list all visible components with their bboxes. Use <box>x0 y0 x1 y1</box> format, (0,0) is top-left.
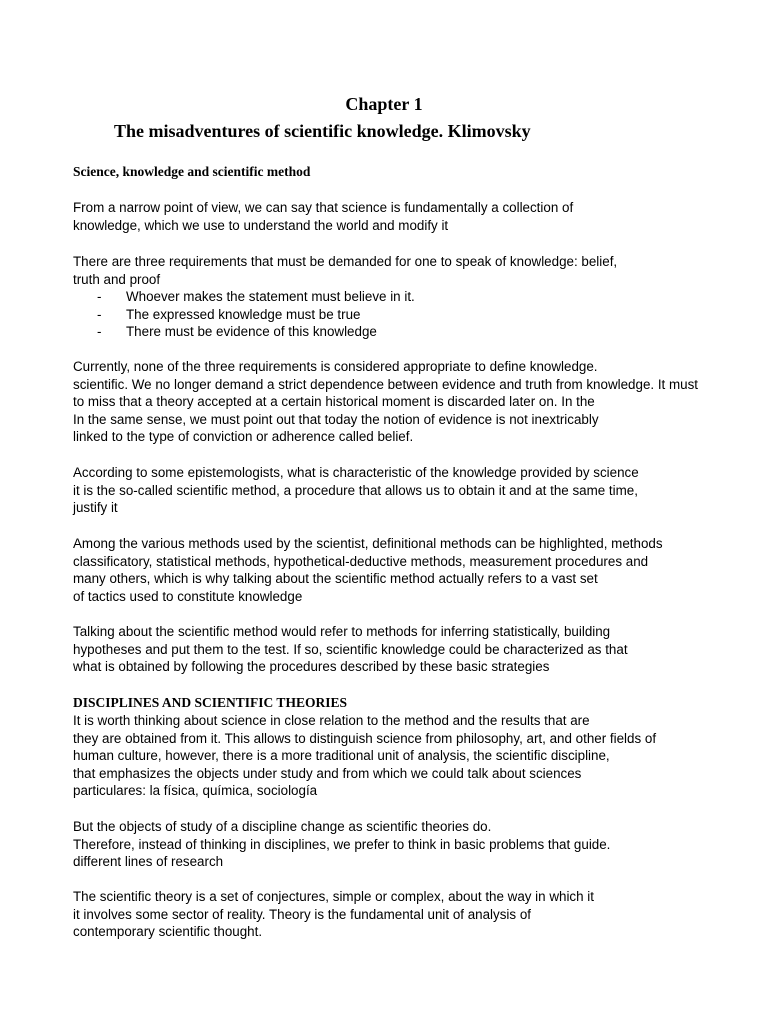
text-line: scientific. We no longer demand a strict dependence between evidence and truth from knowledge. It must <box>73 376 699 392</box>
text-line: they are obtained from it. This allows to distinguish science from philosophy, art, and other fields of <box>73 730 657 746</box>
text-line: it is the so-called scientific method, a procedure that allows us to obtain it and at the same time, <box>73 482 638 498</box>
text-line: The scientific theory is a set of conjectures, simple or complex, about the way in which it <box>73 889 594 904</box>
text-line: of tactics used to constitute knowledge <box>73 588 303 604</box>
text-line: that emphasizes the objects under study and from which we could talk about sciences <box>73 765 582 781</box>
paragraph-scientific-theory <box>73 888 594 941</box>
text-line: From a narrow point of view, we can say that science is fundamentally a collection of <box>73 200 574 215</box>
chapter-subtitle: The misadventures of scientific knowledge. Klimovsky <box>114 121 531 141</box>
paragraph-close-relation <box>73 712 656 800</box>
text-line: But the objects of study of a discipline change as scientific theories do. <box>73 819 492 834</box>
chapter-title: Chapter 1 <box>345 94 423 114</box>
list-item <box>73 288 617 306</box>
text-line: Currently, none of the three requirements is considered appropriate to define knowledge. <box>73 359 598 374</box>
text-line: Talking about the scientific method would refer to methods for inferring statistically, building <box>73 624 611 639</box>
text-line: classificatory, statistical methods, hypothetical-deductive methods, measurement procedures and <box>73 553 649 569</box>
text-line: It is worth thinking about science in close relation to the method and the results that are <box>73 713 590 728</box>
paragraph-currently <box>73 358 698 446</box>
bullet-dash: - <box>97 306 102 322</box>
bullet-dash: - <box>97 289 102 305</box>
text-line: particulares: la física, química, sociología <box>73 783 318 799</box>
paragraph-objects-of-study <box>73 818 610 871</box>
text-line: truth and proof <box>73 271 161 287</box>
text-line: Among the various methods used by the scientist, definitional methods can be highlighted, methods <box>73 536 663 551</box>
list-item-text: There must be evidence of this knowledge <box>126 324 377 340</box>
text-line: many others, which is why talking about the scientific method actually refers to a vast set <box>73 571 598 587</box>
text-line: different lines of research <box>73 854 224 870</box>
text-line: There are three requirements that must be demanded for one to speak of knowledge: belief, <box>73 254 618 269</box>
list-item <box>73 306 617 324</box>
paragraph-three-requirements <box>73 253 617 341</box>
text-line: it involves some sector of reality. Theory is the fundamental unit of analysis of <box>73 906 531 922</box>
paragraph-epistemologists <box>73 464 639 517</box>
text-line: In the same sense, we must point out that today the notion of evidence is not inextricably <box>73 411 599 427</box>
text-line: linked to the type of conviction or adherence called belief. <box>73 429 414 445</box>
text-line: contemporary scientific thought. <box>73 924 263 940</box>
list-item-text: Whoever makes the statement must believe in it. <box>126 289 415 305</box>
paragraph-narrow-view <box>73 199 573 234</box>
text-line: knowledge, which we use to understand the world and modify it <box>73 217 449 233</box>
text-line: to miss that a theory accepted at a certain historical moment is discarded later on. In the <box>73 394 595 410</box>
section-heading-science-knowledge: Science, knowledge and scientific method <box>73 164 311 179</box>
paragraph-scientific-method <box>73 623 628 676</box>
text-line: what is obtained by following the procedures described by these basic strategies <box>73 659 550 675</box>
paragraph-various-methods <box>73 535 663 605</box>
text-line: Therefore, instead of thinking in disciplines, we prefer to think in basic problems that guide. <box>73 836 611 852</box>
text-line: justify it <box>73 500 118 516</box>
section-heading-disciplines: DISCIPLINES AND SCIENTIFIC THEORIES <box>73 695 347 710</box>
bullet-dash: - <box>97 324 102 340</box>
text-line: human culture, however, there is a more traditional unit of analysis, the scientific discipline, <box>73 748 610 764</box>
list-item <box>73 323 617 341</box>
text-line: According to some epistemologists, what is characteristic of the knowledge provided by science <box>73 465 639 480</box>
text-line: hypotheses and put them to the test. If so, scientific knowledge could be characterized as that <box>73 641 628 657</box>
list-item-text: The expressed knowledge must be true <box>126 306 361 322</box>
